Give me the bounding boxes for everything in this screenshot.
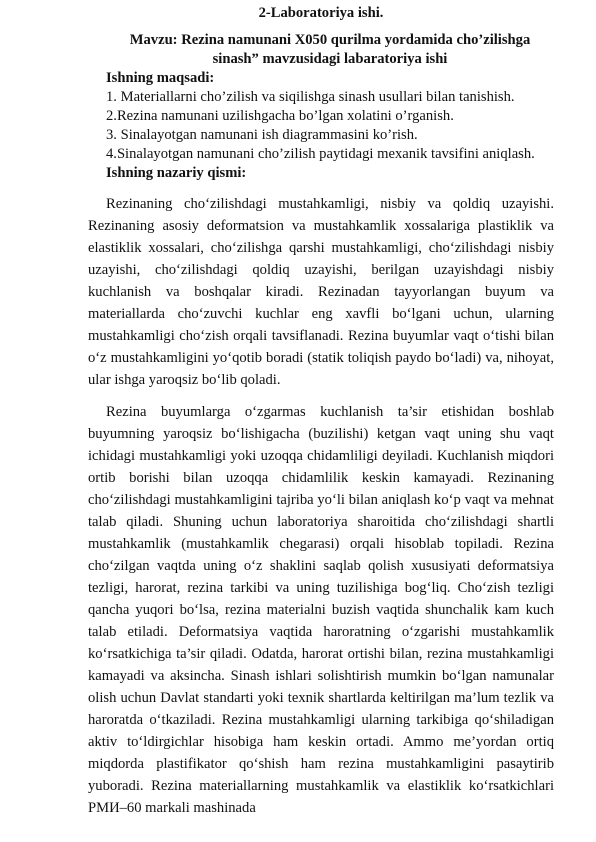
body-paragraph: Rezinaning cho‘zilishdagi mustahkamligi, nisbiy va qoldiq uzayishi. Rezinaning asosiy deformatsion va mustahkamlik xossalariga plastiklik va elastiklik xossalari, cho‘zilishga qarshi mustahkamligi, cho‘zilishdagi nisbiy uzayishi, cho‘zilishdagi qoldiq uzayishi, berilgan uzayishdagi nisbiy kuchlanish va boshqalar kiradi. Rezinadan tayyorlangan buyum va materiallarda cho‘zuvchi kuchlar eng xavfli bo‘lgani uchun, ularning mustahkamligi cho‘zish orqali tavsiflanadi. Rezina buyumlar vaqt o‘tishi bilan o‘z mustahkamligini yo‘qotib boradi (statik toliqish paydo bo‘ladi) va, nihoyat, ular ishga yaroqsiz bo‘lib qoladi. — [88, 196, 554, 388]
goal-item: 2.Rezina namunani uzilishgacha bo’lgan xolatini o’rganish. — [106, 108, 454, 124]
document-page — [88, 4, 554, 819]
goal-item: 4.Sinalayotgan namunani cho’zilish paytidagi mexanik tavsifini aniqlash. — [106, 146, 535, 162]
goal-item: 1. Materiallarni cho’zilish va siqilishga sinash usullari bilan tanishish. — [106, 89, 515, 105]
theory-heading: Ishning nazariy qismi: — [106, 165, 247, 181]
body-paragraph: Rezina buyumlarga o‘zgarmas kuchlanish ta’sir etishidan boshlab buyumning yaroqsiz bo‘lishigacha (buzilishi) ketgan vaqt uning shu vaqt ichidagi mustahkamligi yoki uzoqqa chidamliligi deyiladi. Kuchlanish miqdori ortib borishi bilan uzoqqa chidamlilik keskin kamayadi. Rezinaning cho‘zilishdagi mustahkamligini tajriba yo‘li bilan aniqlash ko‘p vaqt va mehnat talab qiladi. Shuning uchun laboratoriya sharoitida cho‘zilishdagi shartli mustahkamlik (mustahkamlik chegarasi) orqali hisoblab topiladi. Rezina cho‘zilgan vaqtda uning o‘z shaklini saqlab qolish xususiyati deformatsiya tezligi, harorat, rezina tarkibi va uning tuzilishiga bog‘liq. Cho‘zish tezligi qancha yuqori bo‘lsa, rezina materialni buzish vaqtida shunchalik kam kuch talab etiladi. Deformatsiya vaqtida haroratning o‘zgarishi mustahkamlik ko‘rsatkichiga ta’sir qiladi. Odatda, harorat ortishi bilan, rezina mustahkamligi kamayadi va aksincha. Sinash ishlari solishtirish mumkin bo‘lgan namunalar olish uchun Davlat standarti yoki texnik shartlarda keltirilgan ma’lum tezlik va haroratda o‘tkaziladi. Rezina mustahkamligi ularning tarkibiga qo‘shiladigan aktiv to‘ldirgichlar hisobiga ham keskin ortadi. Ammo me’yordan ortiq miqdorda plastifikator qo‘shish ham rezina mustahkamligini pasaytirib yuboradi. Rezina materiallarning mustahkamlik va elastiklik ko‘rsatkichlari РМИ–60 markali mashinada — [88, 404, 554, 816]
goal-heading: Ishning maqsadi: — [106, 70, 215, 86]
document-title: 2-Laboratoriya ishi. — [258, 5, 384, 21]
goal-item: 3. Sinalayotgan namunani ish diagrammasini ko’rish. — [106, 127, 418, 143]
document-subject: Mavzu: Rezina namunani X050 qurilma yordamida cho’zilishga sinash” mavzusidagi labaratoriya ishi — [129, 32, 531, 67]
